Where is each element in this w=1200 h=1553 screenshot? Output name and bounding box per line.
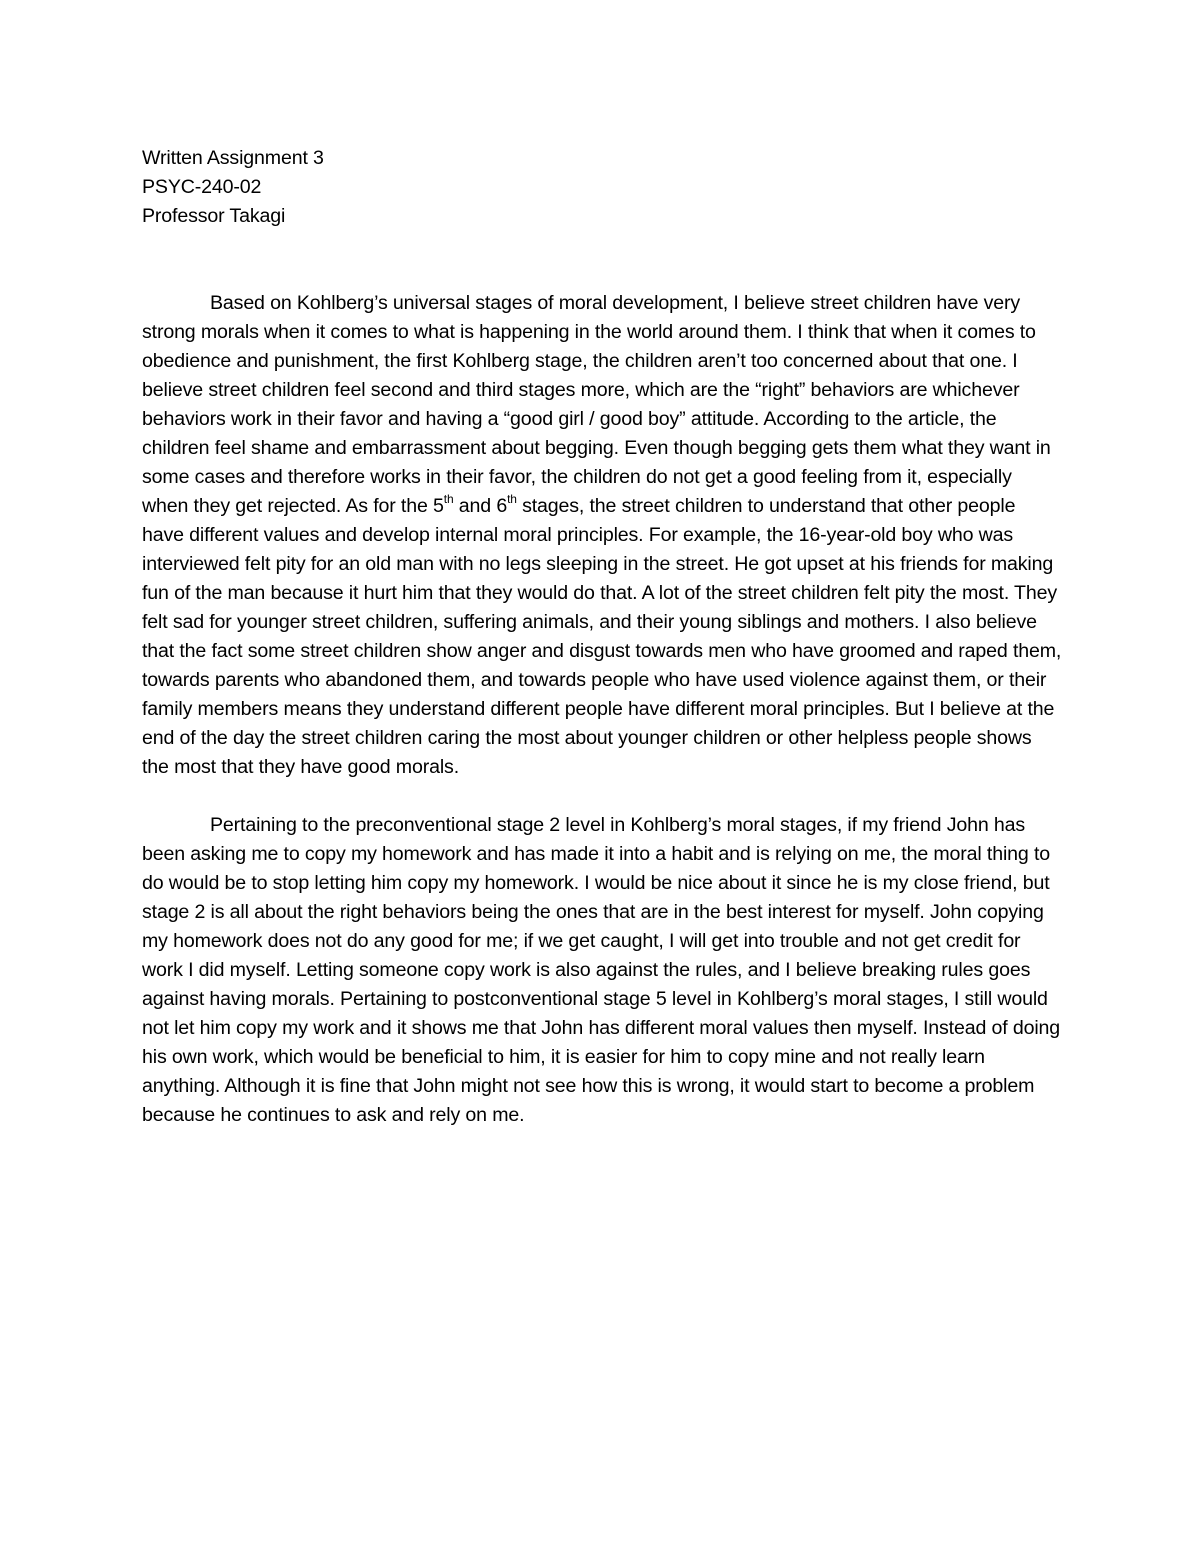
assignment-title: Written Assignment 3 bbox=[142, 147, 324, 169]
superscript-th-1: th bbox=[443, 492, 454, 507]
document-header bbox=[142, 144, 1062, 231]
superscript-th-2: th bbox=[507, 492, 517, 507]
paragraph-2 bbox=[142, 811, 1062, 1130]
paragraph-1-text-c: stages, the street children to understand that other people have different values and develop internal moral principles. For example, the 16-year-old boy who was interviewed felt pity for an old man with no legs sleeping in the street. He got upset at his friends for making fun of the man because it hurt him that they would do that. A lot of the street children felt pity the most. They felt sad for younger street children, suffering animals, and their young siblings and mothers. I also believe that the fact some street children show anger and disgust towards men who have groomed and raped them, towards parents who abandoned them, and towards people who have used violence against them, or their family members means they understand different people have different moral principles. But I believe at the end of the day the street children caring the most about younger children or other helpless people shows the most that they have good morals. bbox=[142, 495, 1062, 778]
course-code: PSYC-240-02 bbox=[142, 176, 262, 198]
paragraph-1 bbox=[142, 289, 1062, 782]
paragraph-1-text-a: Based on Kohlberg’s universal stages of moral development, I believe street children have very strong morals when it comes to what is happening in the world around them. I think that when it comes to obedience and punishment, the first Kohlberg stage, the children aren’t too concerned about that one. I believe street children feel second and third stages more, which are the “right” behaviors are whichever behaviors work in their favor and having a “good girl / good boy” attitude. According to the article, the children feel shame and embarrassment about begging. Even though begging gets them what they want in some cases and therefore works in their favor, the children do not get a good feeling from it, especially when they get rejected. As for the 5 bbox=[142, 292, 1051, 517]
document-body bbox=[142, 144, 1062, 1130]
paragraph-2-text: Pertaining to the preconventional stage 2 level in Kohlberg’s moral stages, if my friend John has been asking me to copy my homework and has made it into a habit and is relying on me, the moral thing to do would be to stop letting him copy my homework. I would be nice about it since he is my close friend, but stage 2 is all about the right behaviors being the ones that are in the best interest for myself. John copying my homework does not do any good for me; if we get caught, I will get into trouble and not get credit for work I did myself. Letting someone copy work is also against the rules, and I believe breaking rules goes against having morals. Pertaining to postconventional stage 5 level in Kohlberg’s moral stages, I still would not let him copy my work and it shows me that John has different moral values then myself. Instead of doing his own work, which would be beneficial to him, it is easier for him to copy mine and not really learn anything. Although it is fine that John might not see how this is wrong, it would start to become a problem because he continues to ask and rely on me. bbox=[142, 814, 1061, 1126]
paragraph-1-text-b: and 6 bbox=[453, 495, 508, 517]
professor-name: Professor Takagi bbox=[142, 205, 286, 227]
